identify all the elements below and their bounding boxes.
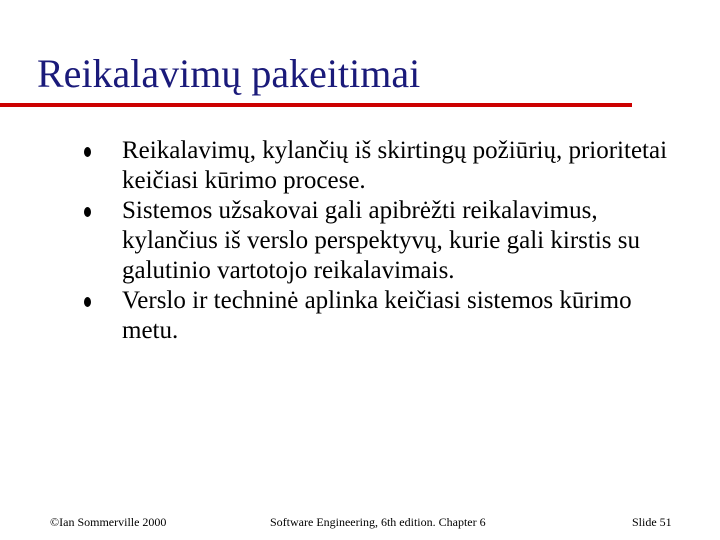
bullet-text: Sistemos užsakovai gali apibrėžti reikalavimus, kylančius iš verslo perspektyvų, kurie gali kirstis su galutinio vartotojo reikalavimais. (122, 197, 640, 284)
bullet-dot-icon (84, 297, 91, 307)
bullet-list (0, 136, 682, 346)
footer-book-reference: Software Engineering, 6th edition. Chapter 6 (270, 515, 486, 529)
bullet-text: Reikalavimų, kylančių iš skirtingų požiūrių, prioritetai keičiasi kūrimo procese. (122, 137, 668, 194)
bullet-dot-icon (84, 147, 91, 157)
footer-copyright: ©Ian Sommerville 2000 (50, 515, 167, 529)
bullet-item (0, 196, 682, 286)
slide-title: Reikalavimų pakeitimai (37, 51, 421, 96)
title-underline (0, 103, 632, 107)
bullet-text: Verslo ir techninė aplinka keičiasi sistemos kūrimo metu. (122, 287, 632, 344)
bullet-item (0, 136, 682, 196)
footer-slide-number: Slide 51 (632, 515, 672, 529)
bullet-dot-icon (84, 207, 91, 217)
bullet-item (0, 286, 682, 346)
